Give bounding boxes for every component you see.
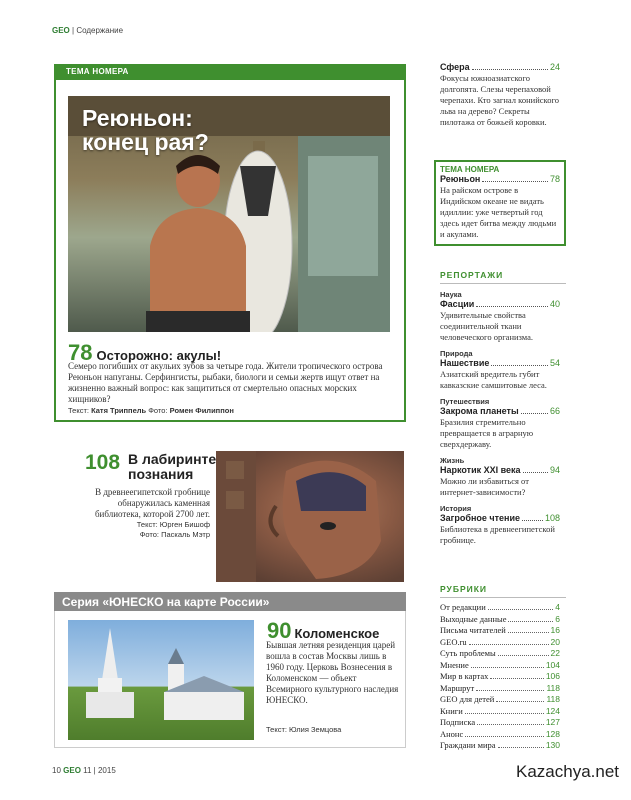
report-title: Фасции (440, 299, 475, 309)
sfera-head (440, 62, 560, 72)
rubric-row[interactable] (440, 602, 560, 614)
report-entry[interactable] (440, 349, 560, 391)
labyrinth-credit-photo: Фото: Паскаль Мэтр (139, 530, 210, 539)
rubric-title: Книги (440, 705, 463, 716)
rubric-row[interactable] (440, 740, 560, 752)
footer (52, 766, 116, 775)
feature-tag: ТЕМА НОМЕРА (54, 64, 406, 80)
rubric-title: Маршрут (440, 682, 475, 693)
rubric-page: 104 (545, 659, 560, 670)
report-title: Наркотик XXI века (440, 465, 521, 475)
report-category: Путешествия (440, 397, 490, 406)
rubric-title: Мир в картах (440, 671, 489, 681)
report-entry[interactable] (440, 504, 560, 546)
report-title: Загробное чтение (440, 513, 520, 523)
church-illustration (68, 620, 254, 740)
report-head (440, 299, 560, 309)
feature-headline[interactable]: Осторожно: акулы! (96, 348, 222, 363)
feature-credit (68, 406, 234, 415)
labyrinth-credit-text: Текст: Юрген Бишоф (136, 520, 210, 529)
rubric-page: 128 (545, 728, 560, 739)
kolomenskoe-photo (68, 620, 254, 740)
report-page: 54 (549, 358, 560, 368)
rubric-row[interactable] (440, 717, 560, 729)
feature-photo (68, 96, 390, 332)
credit-photo-author: Ромен Филиппон (169, 406, 234, 415)
report-head (440, 465, 560, 475)
rubrics-heading: РУБРИКИ (440, 584, 566, 598)
rubric-row[interactable] (440, 637, 560, 649)
report-entry[interactable] (440, 456, 560, 498)
labyrinth-description: В древнеегипетской гробнице обнаружилась каменная библиотека, которой 2700 лет. (94, 487, 210, 519)
rubric-row[interactable] (440, 648, 560, 660)
rubric-page: 4 (555, 602, 560, 612)
rubric-page: 16 (550, 625, 560, 635)
labyrinth-photo (216, 451, 404, 582)
rubric-title: Анонс (440, 728, 464, 739)
reports-list (440, 290, 560, 546)
rubric-title: Мнение (440, 659, 469, 670)
tema-desc: На райском острове в Индийском океане не видать идиллии: уже четвертый год здесь идет битва между людьми и акулами. (440, 185, 557, 239)
report-head (440, 358, 560, 368)
report-entry[interactable] (440, 397, 560, 450)
rubric-page: 6 (555, 613, 560, 624)
rubric-page: 20 (550, 636, 560, 647)
report-desc: Бразилия стремительно превращается в аграрную сверхдержаву. (440, 417, 534, 449)
footer-brand: GEO (63, 766, 81, 775)
report-desc: Азиатский вредитель губит кавказские самшитовые леса. (440, 369, 547, 390)
sfera-desc: Фокусы южноазиатского долгопята. Слезы черепаховой черепахи. Кто загнал конийского льва на дерево? Секреты пилотажа от божьей коровки. (440, 73, 559, 127)
report-title: Нашествие (440, 358, 490, 368)
tema-entry[interactable] (440, 165, 560, 240)
sfera-page: 24 (549, 62, 560, 72)
feature-photo-title: Реюньон: конец рая? (82, 105, 209, 155)
series-headline[interactable]: Коломенское (294, 626, 380, 641)
labyrinth-title[interactable]: В лабиринте познания (128, 451, 217, 482)
report-category: Жизнь (440, 456, 465, 465)
credit-photo-label: Фото: (148, 406, 168, 415)
tema-page: 78 (549, 174, 560, 184)
rubric-row[interactable] (440, 694, 560, 706)
tema-title: Реюньон (440, 174, 481, 184)
rubric-page: 118 (546, 694, 560, 704)
rubric-page: 118 (546, 682, 560, 693)
report-page: 94 (549, 465, 560, 475)
watermark: Kazachya.net (516, 762, 620, 781)
rubric-title: Выходные данные (440, 613, 507, 624)
report-category: История (440, 504, 472, 513)
report-head (440, 406, 560, 416)
rubric-title: Граждани мира (440, 740, 496, 750)
rubric-title: От редакции (440, 602, 486, 612)
series-page-number: 90 (267, 618, 292, 643)
running-header (52, 26, 123, 35)
report-page: 40 (549, 299, 560, 309)
egyptian-relief-illustration (216, 451, 404, 582)
section-name: | Содержание (72, 26, 124, 35)
credit-text-label: Текст: (68, 406, 89, 415)
sfera-entry[interactable] (440, 62, 560, 128)
feature-page-number: 78 (68, 340, 93, 365)
report-category: Наука (440, 290, 462, 299)
rubric-row[interactable] (440, 614, 560, 626)
rubric-page: 130 (545, 740, 560, 750)
footer-issue: 11 | 2015 (83, 766, 116, 775)
tema-tag: ТЕМА НОМЕРА (440, 165, 500, 174)
labyrinth-credit (70, 520, 210, 540)
report-head (440, 513, 560, 523)
rubric-page: 106 (545, 671, 560, 681)
rubrics-section (440, 584, 560, 752)
credit-text-author: Катя Триппель (91, 406, 147, 415)
rubric-page: 124 (545, 705, 560, 716)
series-tag: Серия «ЮНЕСКО на карте России» (54, 592, 406, 611)
rubric-row[interactable] (440, 683, 560, 695)
labyrinth-page-number: 108 (85, 451, 121, 474)
report-category: Природа (440, 349, 473, 358)
rubric-title: Письма читателей (440, 625, 506, 635)
report-entry[interactable] (440, 290, 560, 343)
report-desc: Библиотека в древнеегипетской гробнице. (440, 524, 555, 545)
rubric-row[interactable] (440, 625, 560, 637)
rubric-page: 22 (550, 648, 560, 658)
rubric-row[interactable] (440, 660, 560, 672)
footer-page: 10 (52, 766, 61, 775)
rubrics-list (440, 602, 560, 752)
sfera-title: Сфера (440, 62, 470, 72)
rubric-page: 127 (545, 717, 560, 727)
rubric-title: Суть проблемы (440, 648, 496, 658)
reports-heading: РЕПОРТАЖИ (440, 270, 566, 284)
report-desc: Удивительные свойства соединительной ткани человеческого организма. (440, 310, 534, 342)
rubric-title: Подписка (440, 717, 476, 727)
tema-head (440, 174, 560, 184)
report-title: Закрома планеты (440, 406, 519, 416)
report-desc: Можно ли избавиться от интернет-зависимости? (440, 476, 529, 497)
rubric-title: GEO.ru (440, 636, 467, 647)
report-page: 108 (544, 513, 560, 523)
rubric-row[interactable] (440, 706, 560, 718)
report-page: 66 (549, 406, 560, 416)
rubric-row[interactable] (440, 729, 560, 741)
reports-section (440, 270, 560, 546)
series-description: Бывшая летняя резиденция царей вошла в состав Москвы лишь в 1960 году. Церковь Вознесения в Коломенском — объект Всемирного культурного наследия ЮНЕСКО. (266, 640, 399, 705)
series-credit: Текст: Юлия Земцова (266, 725, 342, 734)
rubric-row[interactable] (440, 671, 560, 683)
rubric-title: GEO для детей (440, 694, 495, 704)
feature-description: Семеро погибших от акульих зубов за четыре года. Жители тропического острова Реюньон напуганы. Серфингисты, рыбаки, биологи и семьи жертв ищут ответ на жизненно важный вопрос: как защититься от смертельно опасных морских хищников? (68, 361, 383, 404)
brand-logo: GEO (52, 26, 70, 35)
